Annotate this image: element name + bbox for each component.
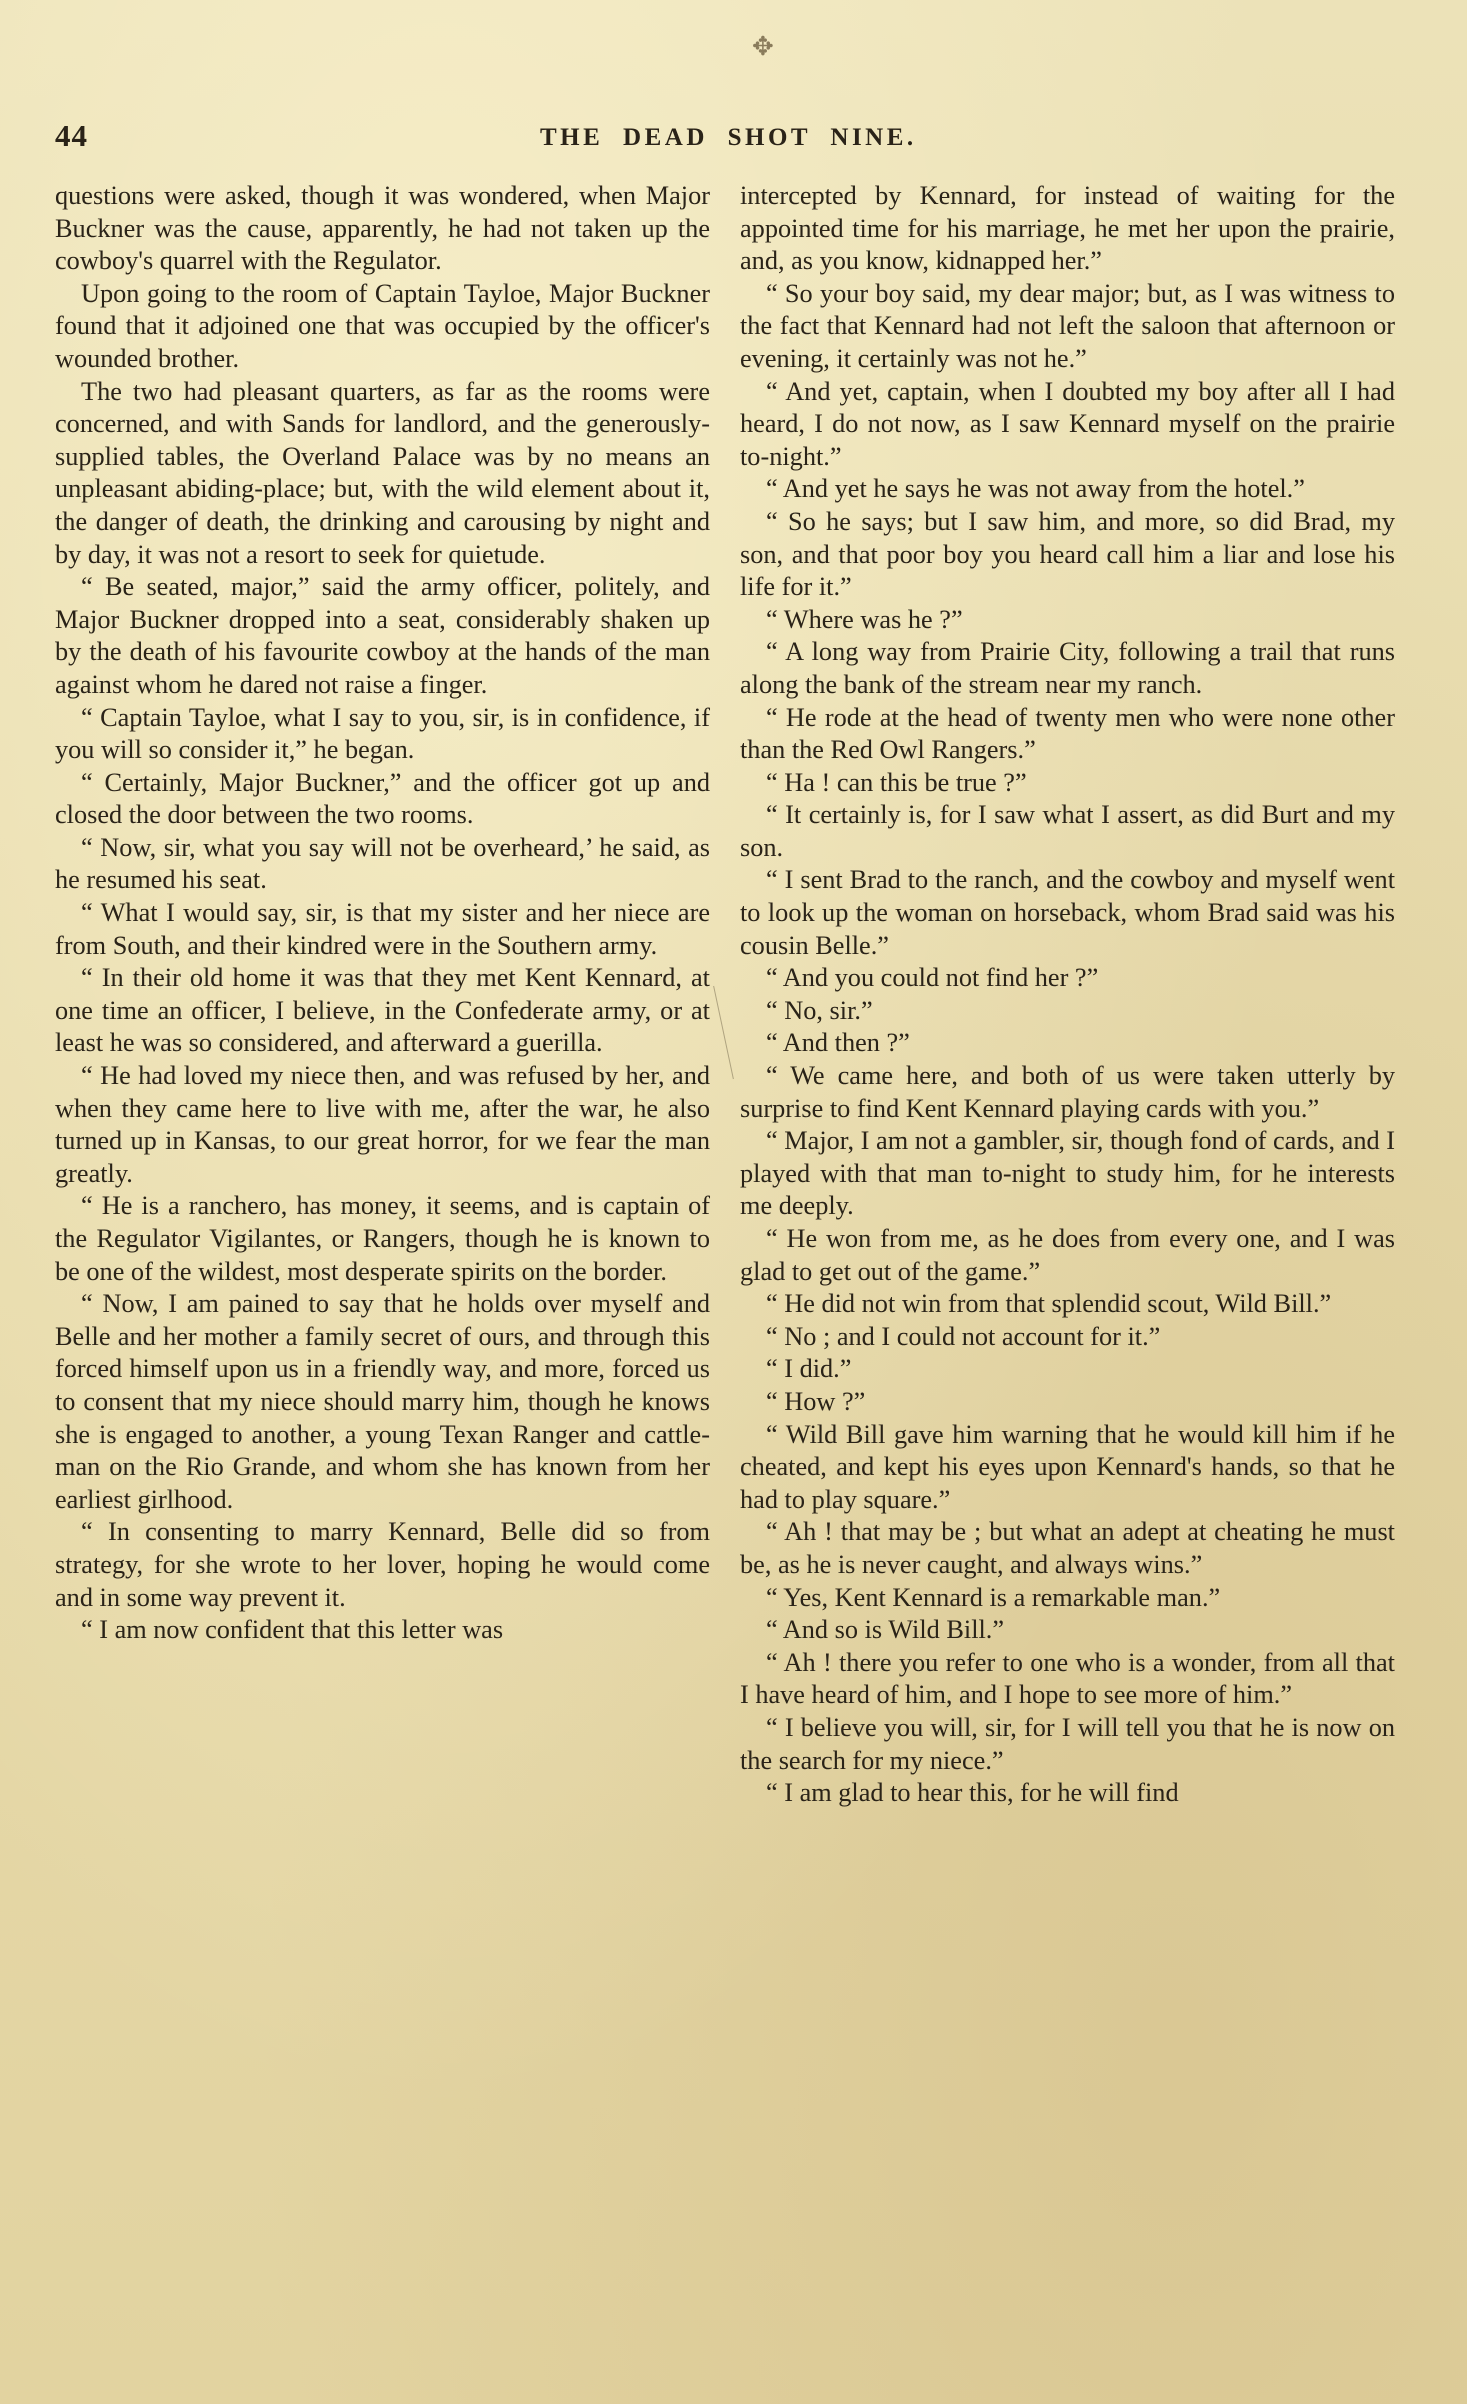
paragraph: “ How ?”: [766, 1386, 866, 1416]
paragraph: “ We came here, and both of us were taken utterly by surprise to find Kent Kennard playing cards with you.”: [740, 1061, 1395, 1123]
paragraph: “ Now, sir, what you say will not be overheard,’ he said, as he resumed his seat.: [55, 832, 710, 895]
paragraph: “ And so is Wild Bill.”: [766, 1615, 1005, 1645]
paragraph: “ Wild Bill gave him warning that he would kill him if he cheated, and kept his eyes upon Kennard's hands, so that he had to play square.”: [740, 1419, 1395, 1514]
paragraph: “ So he says; but I saw him, and more, so did Brad, my son, and that poor boy you heard call him a liar and lose his life for it.”: [740, 506, 1395, 602]
paragraph: “ Ha ! can this be true ?”: [766, 767, 1027, 797]
paragraph: “ And you could not find her ?”: [766, 963, 1099, 993]
paragraph: “ I am glad to hear this, for he will find: [766, 1778, 1179, 1808]
paragraph: “ He is a ranchero, has money, it seems, and is captain of the Regulator Vigilantes, or Rangers, though he is known to be one of the wildest, most desperate spirits on the border.: [55, 1191, 710, 1286]
paragraph: “ Captain Tayloe, what I say to you, sir, is in confidence, if you will so consider it,” he began.: [55, 702, 710, 765]
paragraph: questions were asked, though it was wondered, when Major Buckner was the cause, apparently, he had not taken up the cowboy's quarrel with the Regulator.: [55, 181, 710, 276]
page-ornament: ✥: [752, 32, 774, 61]
paragraph: “ Where was he ?”: [766, 604, 963, 634]
paragraph: The two had pleasant quarters, as far as the rooms were concerned, and with Sands for landlord, and the generously-supplied tables, the Overland Palace was by no means an unpleasant abiding-place; but, with the wild element about it, the danger of death, the drinking and carousing by night and by day, it was not a resort to seek for quietude.: [55, 376, 710, 569]
paragraph: “ Now, I am pained to say that he holds over myself and Belle and her mother a family secret of ours, and through this forced himself upon us in a friendly way, and more, forced us to consent that my niece should marry him, though he knows she is engaged to another, a young Texan Ranger and cattle-man on the Rio Grande, and whom she has known from her earliest girlhood.: [55, 1289, 710, 1514]
paragraph: “ Yes, Kent Kennard is a remarkable man.”: [766, 1582, 1221, 1612]
paragraph: “ What I would say, sir, is that my sister and her niece are from South, and their kindred were in the Southern army.: [55, 898, 710, 960]
paragraph: “ And yet, captain, when I doubted my boy after all I had heard, I do not now, as I saw Kennard myself on the prairie to-night.”: [740, 376, 1395, 471]
paragraph: “ Ah ! there you refer to one who is a wonder, from all that I have heard of him, and I hope to see more of him.”: [740, 1647, 1395, 1710]
paragraph: “ No ; and I could not account for it.”: [766, 1321, 1161, 1351]
paragraph: “ He rode at the head of twenty men who were none other than the Red Owl Rangers.”: [740, 702, 1395, 765]
page-header: [55, 118, 1415, 158]
paragraph: “ No, sir.”: [766, 995, 873, 1025]
paragraph: “ And then ?”: [766, 1028, 910, 1058]
paragraph: “ In their old home it was that they met Kent Kennard, at one time an officer, I believe, in the Confederate army, or at least he was so considered, and afterward a guerilla.: [55, 963, 710, 1058]
paragraph: “ In consenting to marry Kennard, Belle did so from strategy, for she wrote to her lover, hoping he would come and in some way prevent it.: [55, 1517, 710, 1612]
paragraph: “ He won from me, as he does from every one, and I was glad to get out of the game.”: [740, 1224, 1395, 1286]
paragraph: “ Ah ! that may be ; but what an adept at cheating he must be, as he is never caught, and always wins.”: [740, 1517, 1395, 1579]
paragraph: intercepted by Kennard, for instead of waiting for the appointed time for his marriage, he met her upon the prairie, and, as you know, kidnapped her.”: [740, 181, 1395, 276]
paragraph: “ Certainly, Major Buckner,” and the officer got up and closed the door between the two rooms.: [55, 767, 710, 830]
paragraph: “ I did.”: [766, 1354, 852, 1384]
running-title: THE DEAD SHOT NINE.: [540, 124, 917, 151]
paragraph: Upon going to the room of Captain Tayloe, Major Buckner found that it adjoined one that was occupied by the officer's wounded brother.: [55, 278, 710, 373]
paragraph: “ I sent Brad to the ranch, and the cowboy and myself went to look up the woman on horseback, whom Brad said was his cousin Belle.”: [740, 865, 1395, 960]
paragraph: “ Be seated, major,” said the army officer, politely, and Major Buckner dropped into a seat, considerably shaken up by the death of his favourite cowboy at the hands of the man against whom he dared not raise a finger.: [55, 572, 710, 699]
paragraph: “ It certainly is, for I saw what I assert, as did Burt and my son.: [740, 800, 1395, 862]
paragraph: “ I believe you will, sir, for I will tell you that he is now on the search for my niece.”: [740, 1712, 1395, 1775]
paragraph: “ A long way from Prairie City, following a trail that runs along the bank of the stream near my ranch.: [740, 637, 1395, 699]
left-column: [55, 180, 710, 2260]
paragraph: “ And yet he says he was not away from the hotel.”: [766, 474, 1305, 504]
page-number: 44: [55, 118, 88, 153]
right-column: [740, 180, 1395, 2260]
paragraph: “ I am now confident that this letter was: [81, 1615, 504, 1645]
paragraph: “ Major, I am not a gambler, sir, though fond of cards, and I played with that man to-night to study him, for he interests me deeply.: [740, 1126, 1395, 1221]
paragraph: “ He had loved my niece then, and was refused by her, and when they came here to live with me, after the war, he also turned up in Kansas, to our great horror, for we fear the man greatly.: [55, 1061, 710, 1188]
column-rule: [713, 986, 734, 1079]
paragraph: “ So your boy said, my dear major; but, as I was witness to the fact that Kennard had not left the saloon that afternoon or evening, it certainly was not he.”: [740, 278, 1395, 373]
paragraph: “ He did not win from that splendid scout, Wild Bill.”: [766, 1289, 1332, 1319]
